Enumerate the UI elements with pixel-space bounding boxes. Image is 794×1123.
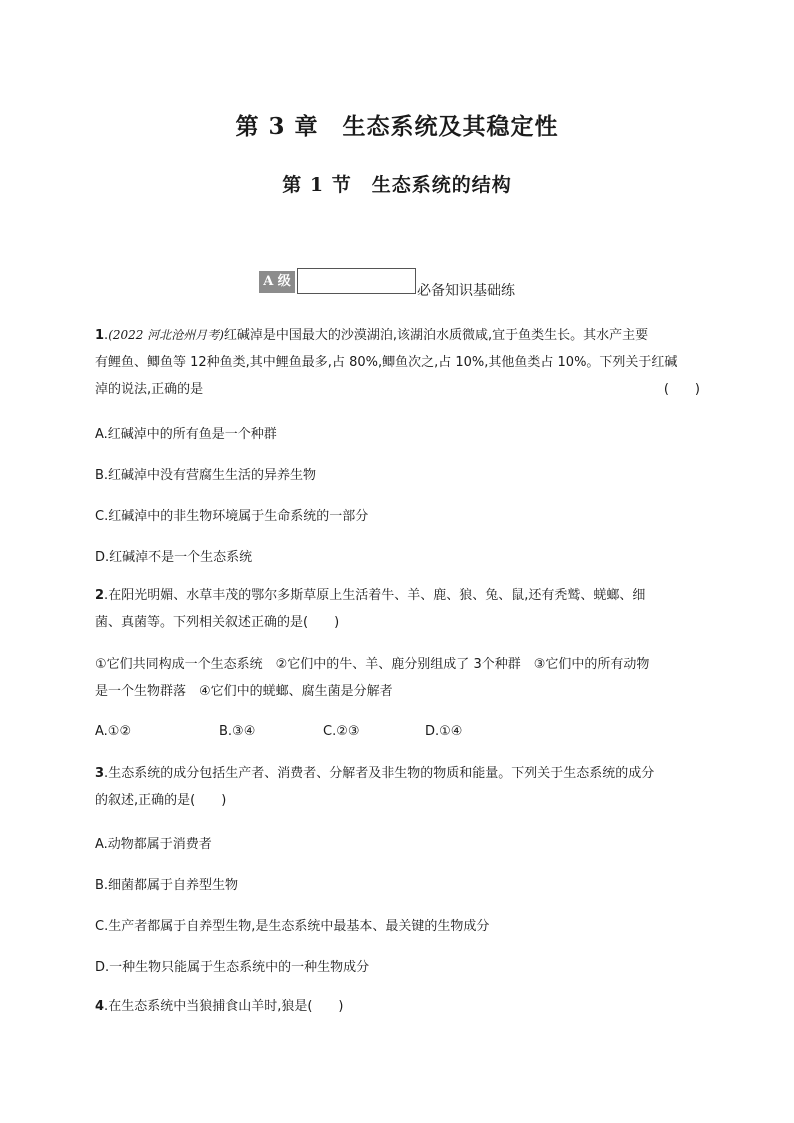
question-source: (2022 河北沧州月考) [108,328,224,342]
question-number: 2 [95,588,105,603]
question-3-line-2: 的叙述,正确的是( ) [95,793,227,808]
question-1-line-2: 有鲤鱼、鲫鱼等 12种鱼类,其中鲤鱼最多,占 80%,鲫鱼次之,占 10%,其他鱼类占 10%。下列关于红碱 [95,355,678,370]
level-label: 必备知识基础练 [417,283,515,299]
question-4 [95,993,700,1020]
question-number: 4 [95,999,105,1014]
question-2-option-a: A.①② [95,724,132,739]
question-1-line-3: 淖的说法,正确的是 ( ) [95,376,700,403]
question-2 [95,582,700,636]
level-box [297,268,416,294]
question-3-option-b: B.细菌都属于自养型生物 [95,878,239,893]
question-number: 3 [95,766,105,781]
question-3-option-a: A.动物都属于消费者 [95,837,212,852]
question-2-statements [95,651,700,705]
question-3 [95,760,700,814]
answer-paren: ( ) [663,382,700,397]
question-4-line-1: 4.在生态系统中当狼捕食山羊时,狼是( ) [95,999,344,1014]
question-1 [95,322,700,403]
question-2-line-2: 菌、真菌等。下列相关叙述正确的是( ) [95,615,340,630]
question-1-option-b: B.红碱淖中没有营腐生生活的异养生物 [95,468,317,483]
question-number: 1 [95,328,105,343]
question-2-line-1: 2.在阳光明媚、水草丰茂的鄂尔多斯草原上生活着牛、羊、鹿、狼、兔、鼠,还有秃鹫、蜣螂、细 [95,588,646,603]
question-2-option-c: C.②③ [323,724,360,739]
question-text: 红碱淖是中国最大的沙漠湖泊,该湖泊水质微咸,宜于鱼类生长。其水产主要 [223,328,649,343]
level-badge: A 级 [259,271,295,293]
question-1-option-a: A.红碱淖中的所有鱼是一个种群 [95,427,277,442]
section-title: 第 1 节 生态系统的结构 [282,174,512,196]
question-1-option-c: C.红碱淖中的非生物环境属于生命系统的一部分 [95,509,369,524]
chapter-title: 第 3 章 生态系统及其稳定性 [235,113,559,140]
statements-line-1: ①它们共同构成一个生态系统 ②它们中的牛、羊、鹿分别组成了 3个种群 ③它们中的所有动物 [95,657,650,672]
statements-line-2: 是一个生物群落 ④它们中的蜣螂、腐生菌是分解者 [95,684,393,699]
question-1-line-1: 1.(2022 河北沧州月考)红碱淖是中国最大的沙漠湖泊,该湖泊水质微咸,宜于鱼类生长。其水产主要 [95,328,649,343]
question-3-option-d: D.一种生物只能属于生态系统中的一种生物成分 [95,960,370,975]
question-1-option-d: D.红碱淖不是一个生态系统 [95,550,253,565]
question-2-option-b: B.③④ [219,724,256,739]
question-3-line-1: 3.生态系统的成分包括生产者、消费者、分解者及非生物的物质和能量。下列关于生态系统的成分 [95,766,655,781]
question-3-option-c: C.生产者都属于自养型生物,是生态系统中最基本、最关键的生物成分 [95,919,490,934]
question-2-option-d: D.①④ [425,724,463,739]
